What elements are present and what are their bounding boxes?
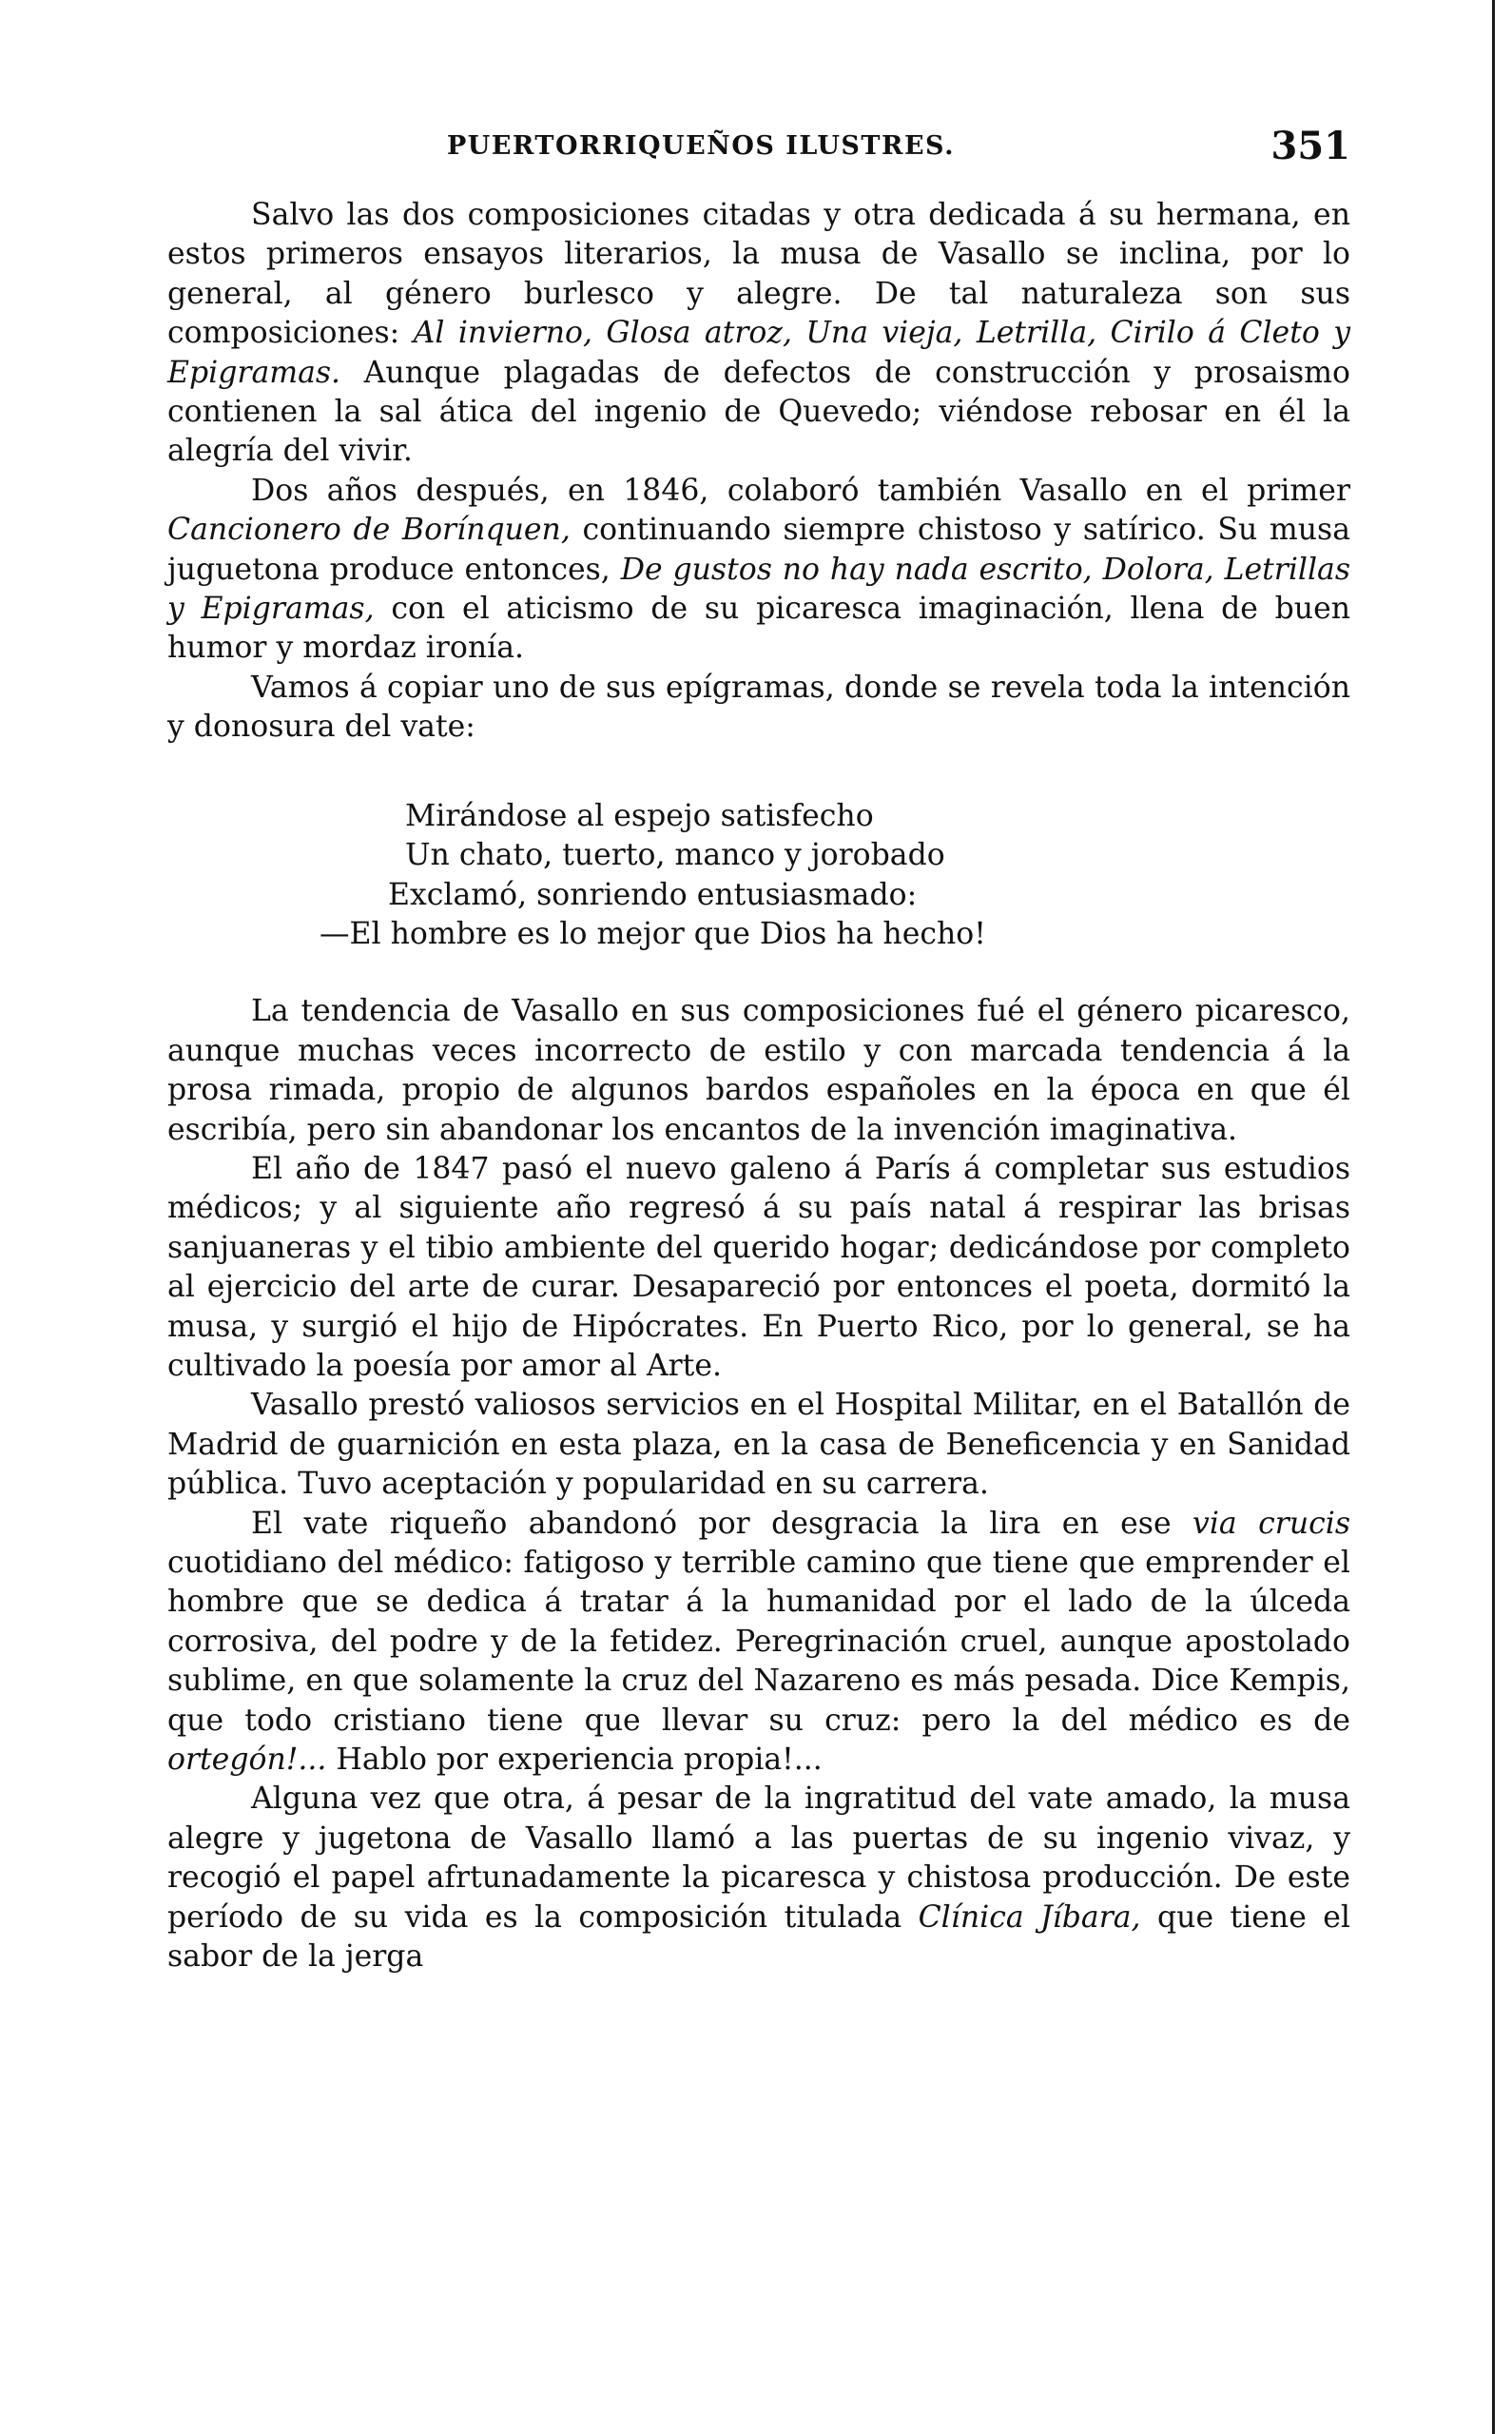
- clinica-jibara-title: Clínica Jíbara,: [918, 1899, 1141, 1935]
- paragraph-6: Vasallo prestó valiosos servicios en el Hospital Militar, en el Batallón de Madrid de guarnición en esta plaza, en la casa de Beneficencia y en Sanidad pública. Tuvo aceptación y popularidad en su carrera.: [167, 1388, 1350, 1502]
- paragraph-7-text-b: cuotidiano del médico: fatigoso y terrible camino que tiene que emprender el hombre que se dedica á tratar á la humanidad por el lado de la úlceda corrosiva, del podre y de la fetidez. Peregrinación cruel, aunque apostolado sublime, en que solamente la cruz del Nazareno es más pesada. Dice Kempis, que todo cristiano tiene que llevar su cruz: pero la del médico es de: [167, 1546, 1350, 1738]
- cancionero-title: Cancionero de Borínquen,: [167, 513, 571, 548]
- paragraph-1-text-b: Aunque plagadas de defectos de construcción y prosaismo contienen la sal ática del ingenio de Quevedo; viéndose rebosar en él la alegría del vivir.: [167, 355, 1350, 469]
- paragraph-1-text-a: Salvo las dos composiciones citadas y otra dedicada á su hermana, en estos primeros ensayos literarios, la musa de Vasallo se inclina, por lo general, al género burlesco y alegre. De tal naturaleza son sus composiciones:: [167, 198, 1350, 351]
- paragraph-4: La tendencia de Vasallo en sus composiciones fué el género picaresco, aunque muchas veces incorrecto de estilo y con marcada tendencia á la prosa rimada, propio de algunos bardos españoles en la época en que él escribía, pero sin abandonar los encantos de la invención imaginativa.: [167, 994, 1350, 1147]
- body-text: [167, 196, 1350, 1976]
- epigram-line-1: Mirándose al espejo satisfecho: [405, 798, 874, 833]
- page-edge-line: [1492, 0, 1495, 2434]
- page-number: 351: [1270, 124, 1350, 168]
- ortegon-word: ortegón!...: [167, 1743, 327, 1778]
- paragraph-2: [167, 472, 1350, 669]
- paragraph-8-text-b: que tiene el sabor de la jerga: [167, 1899, 1350, 1975]
- page-header: [447, 124, 1350, 181]
- epigram-line-2: Un chato, tuerto, manco y jorobado: [405, 838, 945, 873]
- paragraph-7: [167, 1505, 1350, 1781]
- epigram-line-3: Exclamó, sonriendo entusiasmado:: [388, 877, 918, 912]
- paragraph-2-text-a: Dos años después, en 1846, colaboró también Vasallo en el primer: [251, 473, 1350, 508]
- paragraph-5: El año de 1847 pasó el nuevo galeno á París á completar sus estudios médicos; y al siguiente año regresó á su país natal á respirar las brisas sanjuaneras y el tibio ambiente del querido hogar; dedicándose por completo al ejercicio del arte de curar. Desapareció por entonces el poeta, dormitó la musa, y surgió el hijo de Hipócrates. En Puerto Rico, por lo general, se ha cultivado la poesía por amor al Arte.: [167, 1151, 1350, 1383]
- via-crucis: via crucis: [1192, 1506, 1350, 1541]
- paragraph-2-text-b: continuando siempre chistoso y satírico. Su musa juguetona produce entonces,: [167, 513, 1350, 587]
- paragraph-8-text-a: Alguna vez que otra, á pesar de la ingratitud del vate amado, la musa alegre y jugetona de Vasallo llamó a las puertas de su ingenio vivaz, y recogió el papel afrtunadamente la picaresca y chistosa producción. De este período de su vida es la composición titulada: [167, 1782, 1350, 1935]
- paragraph-2-text-c: con el aticismo de su picaresca imaginación, llena de buen humor y mordaz ironía.: [167, 592, 1350, 666]
- running-title: PUERTORRIQUEÑOS ILUSTRES.: [447, 131, 955, 161]
- epigram-line-4: —El hombre es lo mejor que Dios ha hecho!: [320, 916, 986, 951]
- paragraph-7-text-a: El vate riqueño abandonó por desgracia la lira en ese: [251, 1506, 1193, 1541]
- epigram: [167, 797, 1350, 955]
- paragraph-1: [167, 196, 1350, 472]
- composition-titles-2: De gustos no hay nada escrito, Dolora, Letrillas y Epigramas,: [167, 552, 1350, 627]
- paragraph-3: Vamos á copiar uno de sus epígramas, donde se revela toda la intención y donosura del vate:: [167, 670, 1350, 745]
- paragraph-7-text-c: Hablo por experiencia propia!...: [326, 1743, 823, 1778]
- paragraph-8: [167, 1780, 1350, 1976]
- composition-titles: Al invierno, Glosa atroz, Una vieja, Letrilla, Cirilo á Cleto y Epigramas.: [167, 316, 1350, 390]
